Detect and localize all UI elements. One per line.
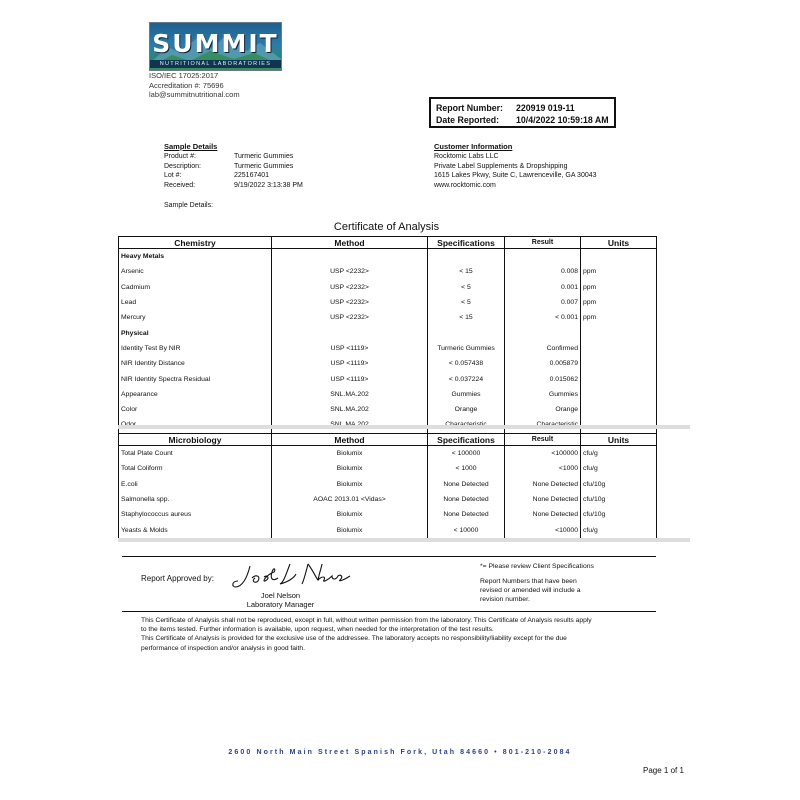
col-units: Units [581,237,657,249]
analyte-cell: Appearance [119,387,272,402]
sample-details-note: Sample Details: [164,202,214,209]
approved-by-label: Report Approved by: [141,574,214,583]
approver-block [229,591,332,609]
result-cell: None Detected [505,477,581,492]
units-cell [581,341,657,356]
spec-cell: None Detected [428,492,505,507]
chemistry-rows [119,249,657,434]
units-cell: cfu/10g [581,477,657,492]
analyte-cell: Arsenic [119,264,272,279]
units-cell: cfu/g [581,522,657,538]
spec-cell: Turmeric Gummies [428,341,505,356]
units-cell: ppm [581,280,657,295]
analyte-cell: NIR Identity Spectra Residual [119,371,272,386]
table-row [119,402,657,417]
customer-info [434,152,597,190]
table-row [119,356,657,371]
spec-cell: < 15 [428,264,505,279]
analyte-cell: Color [119,402,272,417]
analyte-cell: Lead [119,295,272,310]
received-value: 9/19/2022 3:13:38 PM [234,181,303,189]
summit-logo [149,22,282,71]
lot-label: Lot #: [164,172,182,179]
disclaimer-line-2: to the items tested. Further information is available, upon request, when needed for the interpretation of the test results. [141,626,494,634]
accreditation-number: Accreditation #: 75696 [149,80,224,90]
units-cell [581,371,657,386]
analyte-cell: E.coli [119,477,272,492]
spec-cell: < 5 [428,280,505,295]
analyte-cell: Cadmium [119,280,272,295]
result-cell: <100000 [505,446,581,462]
group-spacer [272,249,428,265]
lab-accreditation [149,71,240,100]
approver-title: Laboratory Manager [246,600,315,609]
customer-name: Rocktomic Labs LLC [434,153,499,160]
description-label: Description: [164,162,201,170]
table-row [119,477,657,492]
spec-cell: None Detected [428,477,505,492]
received-label: Received: [164,181,196,189]
iso-line: ISO/IEC 17025:2017 [149,71,219,80]
result-cell: <10000 [505,522,581,538]
chemistry-table [118,236,657,434]
spec-cell: < 5 [428,295,505,310]
method-cell: Biolumix [272,507,428,522]
analyte-cell: Mercury [119,310,272,325]
logo-wordmark: SUMMIT [152,29,279,58]
method-cell: Biolumix [272,522,428,538]
customer-info-heading: Customer Information [434,142,513,151]
group-spacer [428,249,505,265]
method-cell: Biolumix [272,446,428,462]
report-number: 220919 019-11 [516,103,575,113]
result-cell: <1000 [505,461,581,476]
units-cell: cfu/g [581,446,657,462]
method-cell: SNL.MA.202 [272,402,428,417]
result-cell: < 0.001 [505,310,581,325]
footer-address: 2600 North Main Street Spanish Fork, Utah 84660 • 801-210-2084 [228,749,572,756]
lab-email: lab@summitnutritional.com [149,90,240,99]
table-shadow [118,425,690,429]
disclaimer [141,616,661,653]
table-row [119,522,657,538]
result-cell: 0.015062 [505,371,581,386]
logo-subtitle: NUTRITIONAL LABORATORIES [150,60,281,68]
units-cell [581,387,657,402]
client-spec-note: *= Please review Client Specifications [480,563,594,570]
col-method: Method [272,434,428,446]
group-spacer [581,325,657,340]
revision-note-3: revision number. [480,596,530,603]
revision-note-2: revised or amended will include a [480,587,581,594]
date-reported-label: Date Reported: [436,115,500,125]
spec-cell: < 15 [428,310,505,325]
approver-name: Joel Nelson [260,591,301,600]
units-cell: cfu/10g [581,507,657,522]
method-cell: SNL.MA.202 [272,387,428,402]
method-cell: USP <2232> [272,264,428,279]
analyte-cell: Yeasts & Molds [119,522,272,538]
method-cell: USP <2232> [272,280,428,295]
product-value: Turmeric Gummies [234,153,294,160]
group-spacer [505,249,581,265]
analyte-cell: Total Coliform [119,461,272,476]
page-number: Page 1 of 1 [643,766,684,775]
table-row [119,310,657,325]
method-cell: AOAC 2013.01 <Vidas> [272,492,428,507]
disclaimer-line-4: performance of inspection and/or analysis in good faith. [141,644,305,652]
col-units: Units [581,434,657,446]
table-row [119,387,657,402]
col-method: Method [272,237,428,249]
disclaimer-line-1: This Certificate of Analysis shall not be reproduced, except in full, without written permission from the laboratory. This Certificate of Analysis results apply [141,617,592,624]
sample-details [164,152,303,190]
result-cell: Confirmed [505,341,581,356]
analyte-cell: Total Plate Count [119,446,272,462]
description-value: Turmeric Gummies [234,162,294,170]
units-cell [581,356,657,371]
disclaimer-line-3: This Certificate of Analysis is provided for the exclusive use of the addressee. The laboratory accepts no responsibility/liability except for the due [141,635,567,643]
table-row [119,492,657,507]
table-row [119,295,657,310]
table-row [119,446,657,462]
table-row [119,461,657,476]
spec-cell: < 1000 [428,461,505,476]
table-row [119,371,657,386]
col-result: Result [505,237,581,249]
col-chemistry: Chemistry [119,237,272,249]
report-number-label: Report Number: [436,103,503,113]
result-cell: None Detected [505,507,581,522]
product-label: Product #: [164,153,196,160]
group-row [119,249,657,265]
units-cell: ppm [581,295,657,310]
method-cell: USP <1119> [272,371,428,386]
report-notes [480,562,620,604]
spec-cell: < 0.057438 [428,356,505,371]
col-result: Result [505,434,581,446]
method-cell: USP <2232> [272,295,428,310]
spec-cell: None Detected [428,507,505,522]
result-cell: None Detected [505,492,581,507]
col-specifications: Specifications [428,237,505,249]
divider-bottom [122,611,656,612]
customer-website: www.rocktomic.com [434,181,496,189]
result-cell: 0.007 [505,295,581,310]
analyte-cell: NIR Identity Distance [119,356,272,371]
method-cell: USP <1119> [272,341,428,356]
col-specifications: Specifications [428,434,505,446]
group-name: Physical [119,325,272,340]
units-cell: cfu/g [581,461,657,476]
result-cell: 0.008 [505,264,581,279]
method-cell: USP <2232> [272,310,428,325]
analyte-cell: Identity Test By NIR [119,341,272,356]
coa-title: Certificate of Analysis [333,221,440,233]
spec-cell: Gummies [428,387,505,402]
spec-cell: < 0.037224 [428,371,505,386]
result-cell: Orange [505,402,581,417]
lot-value: 225167401 [234,172,270,179]
group-name: Heavy Metals [119,249,272,265]
analyte-cell: Salmonella spp. [119,492,272,507]
group-spacer [581,249,657,265]
table-row [119,341,657,356]
units-cell [581,402,657,417]
method-cell: Biolumix [272,477,428,492]
method-cell: Biolumix [272,461,428,476]
sample-details-heading: Sample Details [164,142,218,151]
spec-cell: < 10000 [428,522,505,538]
table-row [119,264,657,279]
microbiology-table [118,433,657,539]
report-box [429,97,616,128]
group-spacer [428,325,505,340]
analyte-cell: Staphylococcus aureus [119,507,272,522]
method-cell: USP <1119> [272,356,428,371]
units-cell: cfu/10g [581,492,657,507]
units-cell: ppm [581,264,657,279]
table-shadow-2 [118,538,690,542]
group-spacer [505,325,581,340]
signature-image [228,560,353,594]
divider-top [122,556,656,557]
group-spacer [272,325,428,340]
result-cell: Gummies [505,387,581,402]
units-cell: ppm [581,310,657,325]
col-microbiology: Microbiology [119,434,272,446]
spec-cell: Orange [428,402,505,417]
customer-tagline: Private Label Supplements & Dropshipping [434,162,568,170]
revision-note-1: Report Numbers that have been [480,578,577,585]
customer-address: 1615 Lakes Pkwy, Suite C, Lawrenceville, GA 30043 [434,172,597,179]
table-row [119,507,657,522]
table-row [119,280,657,295]
microbiology-rows [119,446,657,539]
result-cell: 0.001 [505,280,581,295]
group-row [119,325,657,340]
result-cell: 0.005879 [505,356,581,371]
spec-cell: < 100000 [428,446,505,462]
date-reported: 10/4/2022 10:59:18 AM [516,115,609,125]
